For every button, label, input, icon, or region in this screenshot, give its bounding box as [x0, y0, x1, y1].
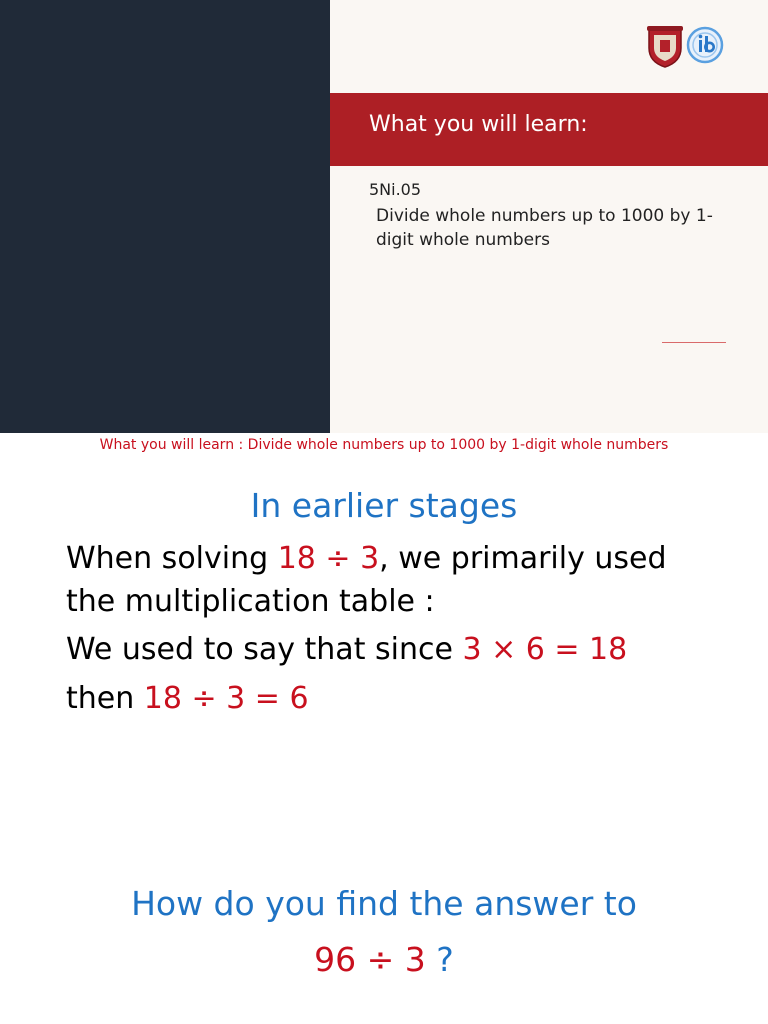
- line4-prefix: then: [66, 681, 144, 716]
- title-slide: [0, 0, 768, 433]
- dark-side-panel: [0, 0, 330, 433]
- caption: What you will learn : Divide whole numbers up to 1000 by 1-digit whole numbers: [99, 437, 669, 453]
- question-line: How do you find the answer to: [131, 884, 637, 923]
- line1-prefix: When solving: [66, 541, 278, 576]
- body-line-1: [66, 541, 667, 576]
- question-mark: ?: [425, 940, 454, 979]
- school-crest-icon: [646, 24, 684, 68]
- line3-prefix: We used to say that since: [66, 632, 463, 667]
- line1-expression: 18 ÷ 3: [277, 541, 380, 576]
- objective-code: 5Ni.05: [369, 180, 422, 199]
- section-heading: In earlier stages: [250, 486, 518, 525]
- body-line-4: [66, 681, 309, 716]
- question-expression-line: [0, 940, 768, 979]
- ib-logo-icon: [686, 26, 724, 64]
- line4-expression: 18 ÷ 3 = 6: [143, 681, 309, 716]
- slide-band-title: What you will learn:: [369, 112, 588, 137]
- body-line-3: [66, 632, 627, 667]
- objective-text: Divide whole numbers up to 1000 by 1-digit whole numbers: [376, 206, 713, 250]
- decorative-red-line: [662, 342, 726, 343]
- body-line-2: the multiplication table :: [66, 584, 435, 619]
- question-expression: 96 ÷ 3: [314, 940, 426, 979]
- line1-suffix: , we primarily used: [379, 541, 667, 576]
- line3-expression: 3 × 6 = 18: [462, 632, 628, 667]
